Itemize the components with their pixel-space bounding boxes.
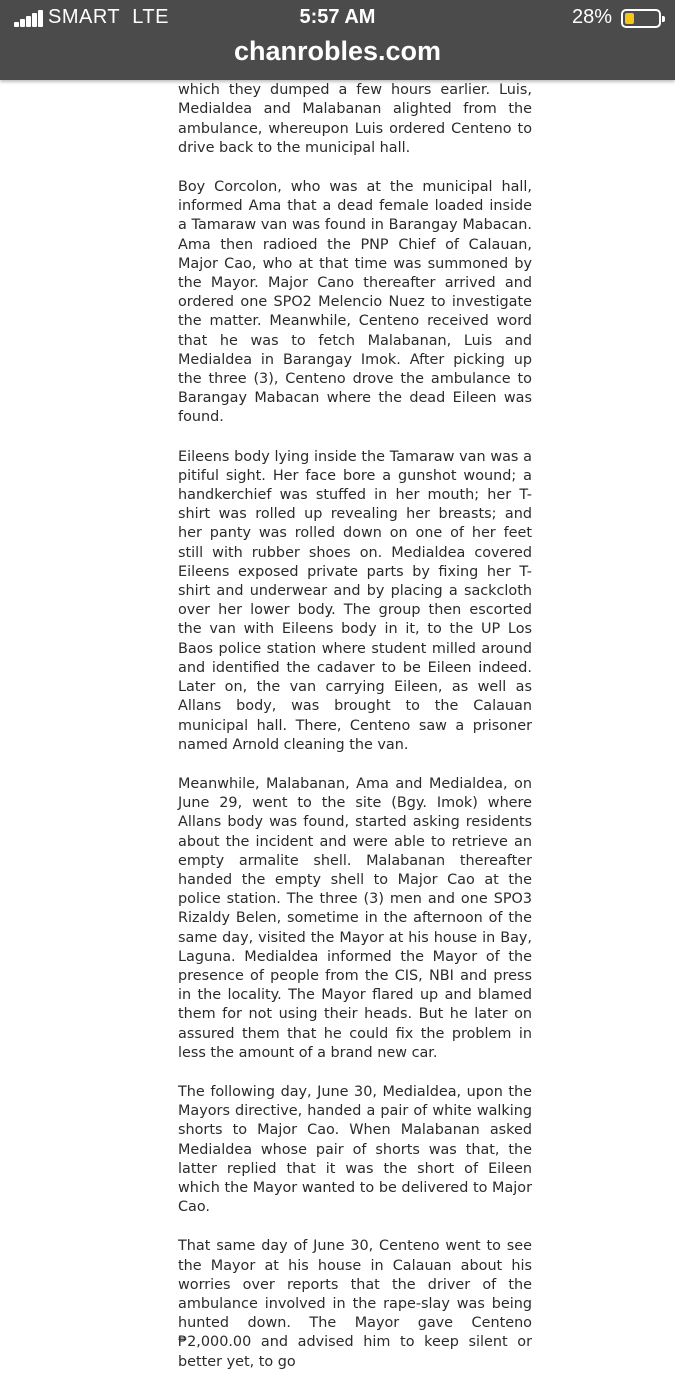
- paragraph: Eileens body lying inside the Tamaraw van was a pitiful sight. Her face bore a gunshot wound; a handkerchief was stuffed in her mouth; her T-shirt was rolled up revealing her breasts; and her panty was rolled down on one of her feet still with rubber shoes on. Medialdea covered Eileens exposed private parts by fixing her T-shirt and underwear and by placing a sackcloth over her lower body. The group then escorted the van with Eileens body in it, to the UP Los Baos police station where student milled around and identified the cadaver to be Eileen indeed. Later on, the van carrying Eileen, as well as Allans body, was brought to the Calauan municipal hall. There, Centeno saw a prisoner named Arnold cleaning the van.: [178, 448, 532, 753]
- paragraph: The following day, June 30, Medialdea, upon the Mayors directive, handed a pair of white walking shorts to Major Cao. When Malabanan asked Medialdea whose pair of shorts was that, the latter replied that it was the short of Eileen which the Mayor wanted to be delivered to Major Cao.: [178, 1083, 532, 1216]
- article-body: [178, 62, 532, 1392]
- carrier-name: SMART: [48, 6, 121, 28]
- paragraph: Meanwhile, Malabanan, Ama and Medialdea, on June 29, went to the site (Bgy. Imok) where Allans body was found, started asking residents about the incident and were able to retrieve an empty armalite shell. Malabanan thereafter handed the empty shell to Major Cao at the police station. The three (3) men and one SPO3 Rizaldy Belen, sometime in the afternoon of the same day, visited the Mayor at his house in Bay, Laguna. Medialdea informed the Mayor of the presence of people from the CIS, NBI and press in the locality. The Mayor flared up and blamed them for not using their heads. But he later on assured them that he could fix the problem in less the amount of a brand new car.: [178, 775, 532, 1061]
- battery-tip: [662, 16, 665, 22]
- network-type: LTE: [132, 6, 169, 28]
- status-bar: [0, 0, 675, 36]
- browser-top-bar: [0, 0, 675, 80]
- status-time: 5:57 AM: [299, 6, 376, 28]
- paragraph: which they dumped a few hours earlier. Luis, Medialdea and Malabanan alighted from the ambulance, whereupon Luis ordered Centeno to drive back to the municipal hall.: [178, 82, 532, 156]
- address-bar-url[interactable]: chanrobles.com: [233, 36, 442, 66]
- paragraph: That same day of June 30, Centeno went to see the Mayor at his house in Calauan about his worries over reports that the driver of the ambulance involved in the rape-slay was being hunted down. The Mayor gave Centeno ₱2,000.00 and advised him to keep silent or better yet, to go: [178, 1238, 532, 1370]
- battery-level-fill: [625, 13, 634, 24]
- paragraph: Boy Corcolon, who was at the municipal hall, informed Ama that a dead female loaded inside a Tamaraw van was found in Barangay Mabacan. Ama then radioed the PNP Chief of Calauan, Major Cao, who at that time was summoned by the Mayor. Major Cano thereafter arrived and ordered one SPO2 Melencio Nuez to investigate the matter. Meanwhile, Centeno received word that he was to fetch Malabanan, Luis and Medialdea in Barangay Imok. After picking up the three (3), Centeno drove the ambulance to Barangay Mabacan where the dead Eileen was found.: [178, 179, 532, 426]
- battery-icon: [621, 9, 661, 28]
- battery-percentage: 28%: [571, 6, 612, 28]
